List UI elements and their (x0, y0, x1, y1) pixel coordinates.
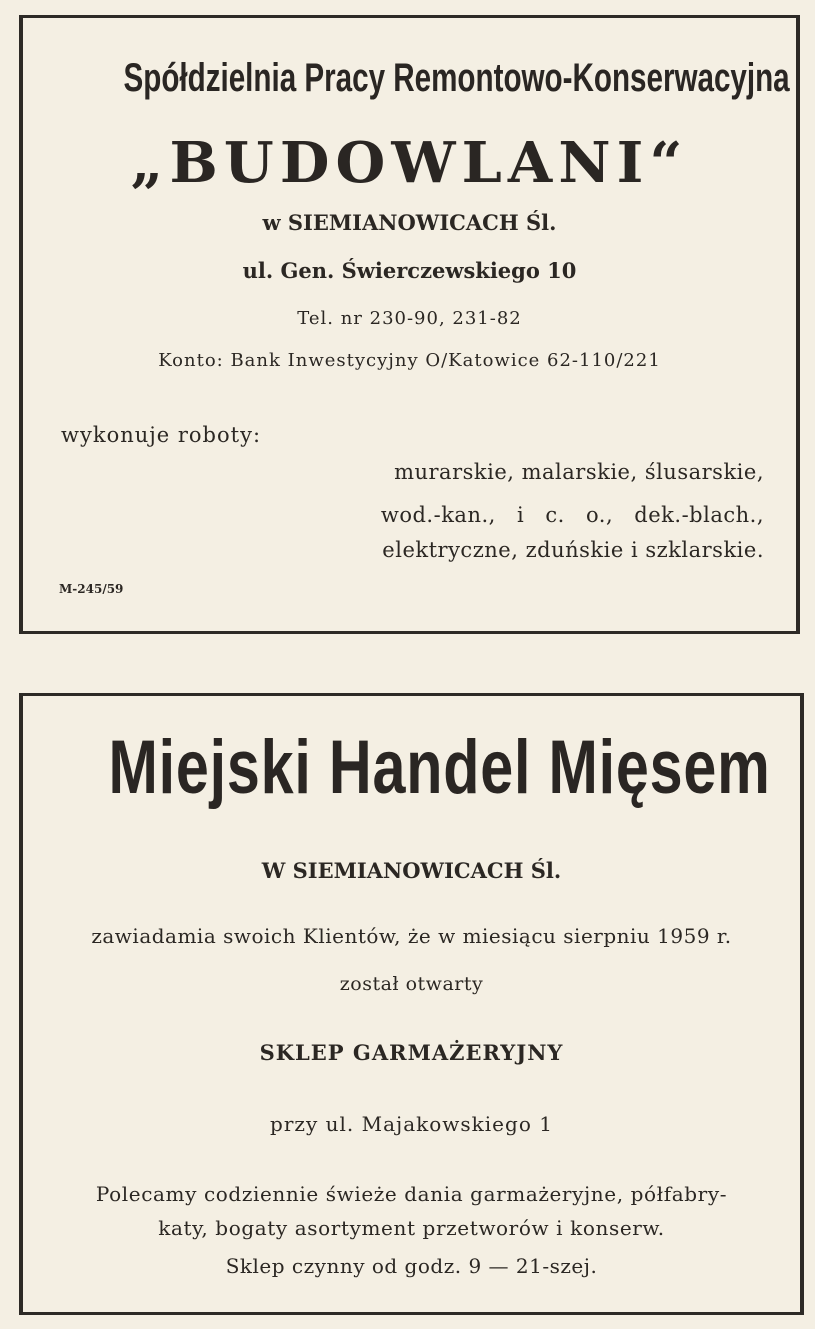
company-city: w SIEMIANOWICACH Śl. (262, 210, 557, 235)
advertisement-title: Miejski Handel Mięsem (108, 725, 771, 810)
organization-heading: Spółdzielnia Pracy Remontowo-Konserwacyjna (123, 56, 790, 100)
works-label: wykonuje roboty: (61, 423, 262, 447)
works-list-item: wod.-kan., i c. o., dek.-blach., (380, 503, 764, 527)
company-bank-account: Konto: Bank Inwestycyjny O/Katowice 62-110/221 (158, 350, 661, 371)
opening-notice: zawiadamia swoich Klientów, że w miesiącu sierpniu 1959 r. (91, 924, 732, 948)
works-list-item: elektryczne, zduńskie i szklarskie. (382, 538, 764, 562)
company-address: ul. Gen. Świerczewskiego 10 (242, 258, 577, 283)
opening-status: został otwarty (339, 973, 484, 995)
shop-name: SKLEP GARMAŻERYJNY (259, 1040, 564, 1065)
works-list-item: murarskie, malarskie, ślusarskie, (394, 460, 764, 484)
advertisement-city: W SIEMIANOWICACH Śl. (261, 858, 562, 883)
company-phone: Tel. nr 230-90, 231-82 (297, 308, 522, 329)
advertisement-code: M-245/59 (59, 582, 124, 596)
advertisement-meat-trade (19, 693, 804, 1315)
offer-line: katy, bogaty asortyment przetworów i konserw. (158, 1216, 665, 1240)
shop-address: przy ul. Majakowskiego 1 (270, 1112, 553, 1136)
company-name: „BUDOWLANI“ (130, 130, 689, 196)
offer-line: Polecamy codziennie świeże dania garmażeryjne, półfabry- (95, 1182, 728, 1206)
opening-hours: Sklep czynny od godz. 9 — 21-szej. (225, 1254, 598, 1278)
advertisement-budowlani (19, 15, 800, 634)
